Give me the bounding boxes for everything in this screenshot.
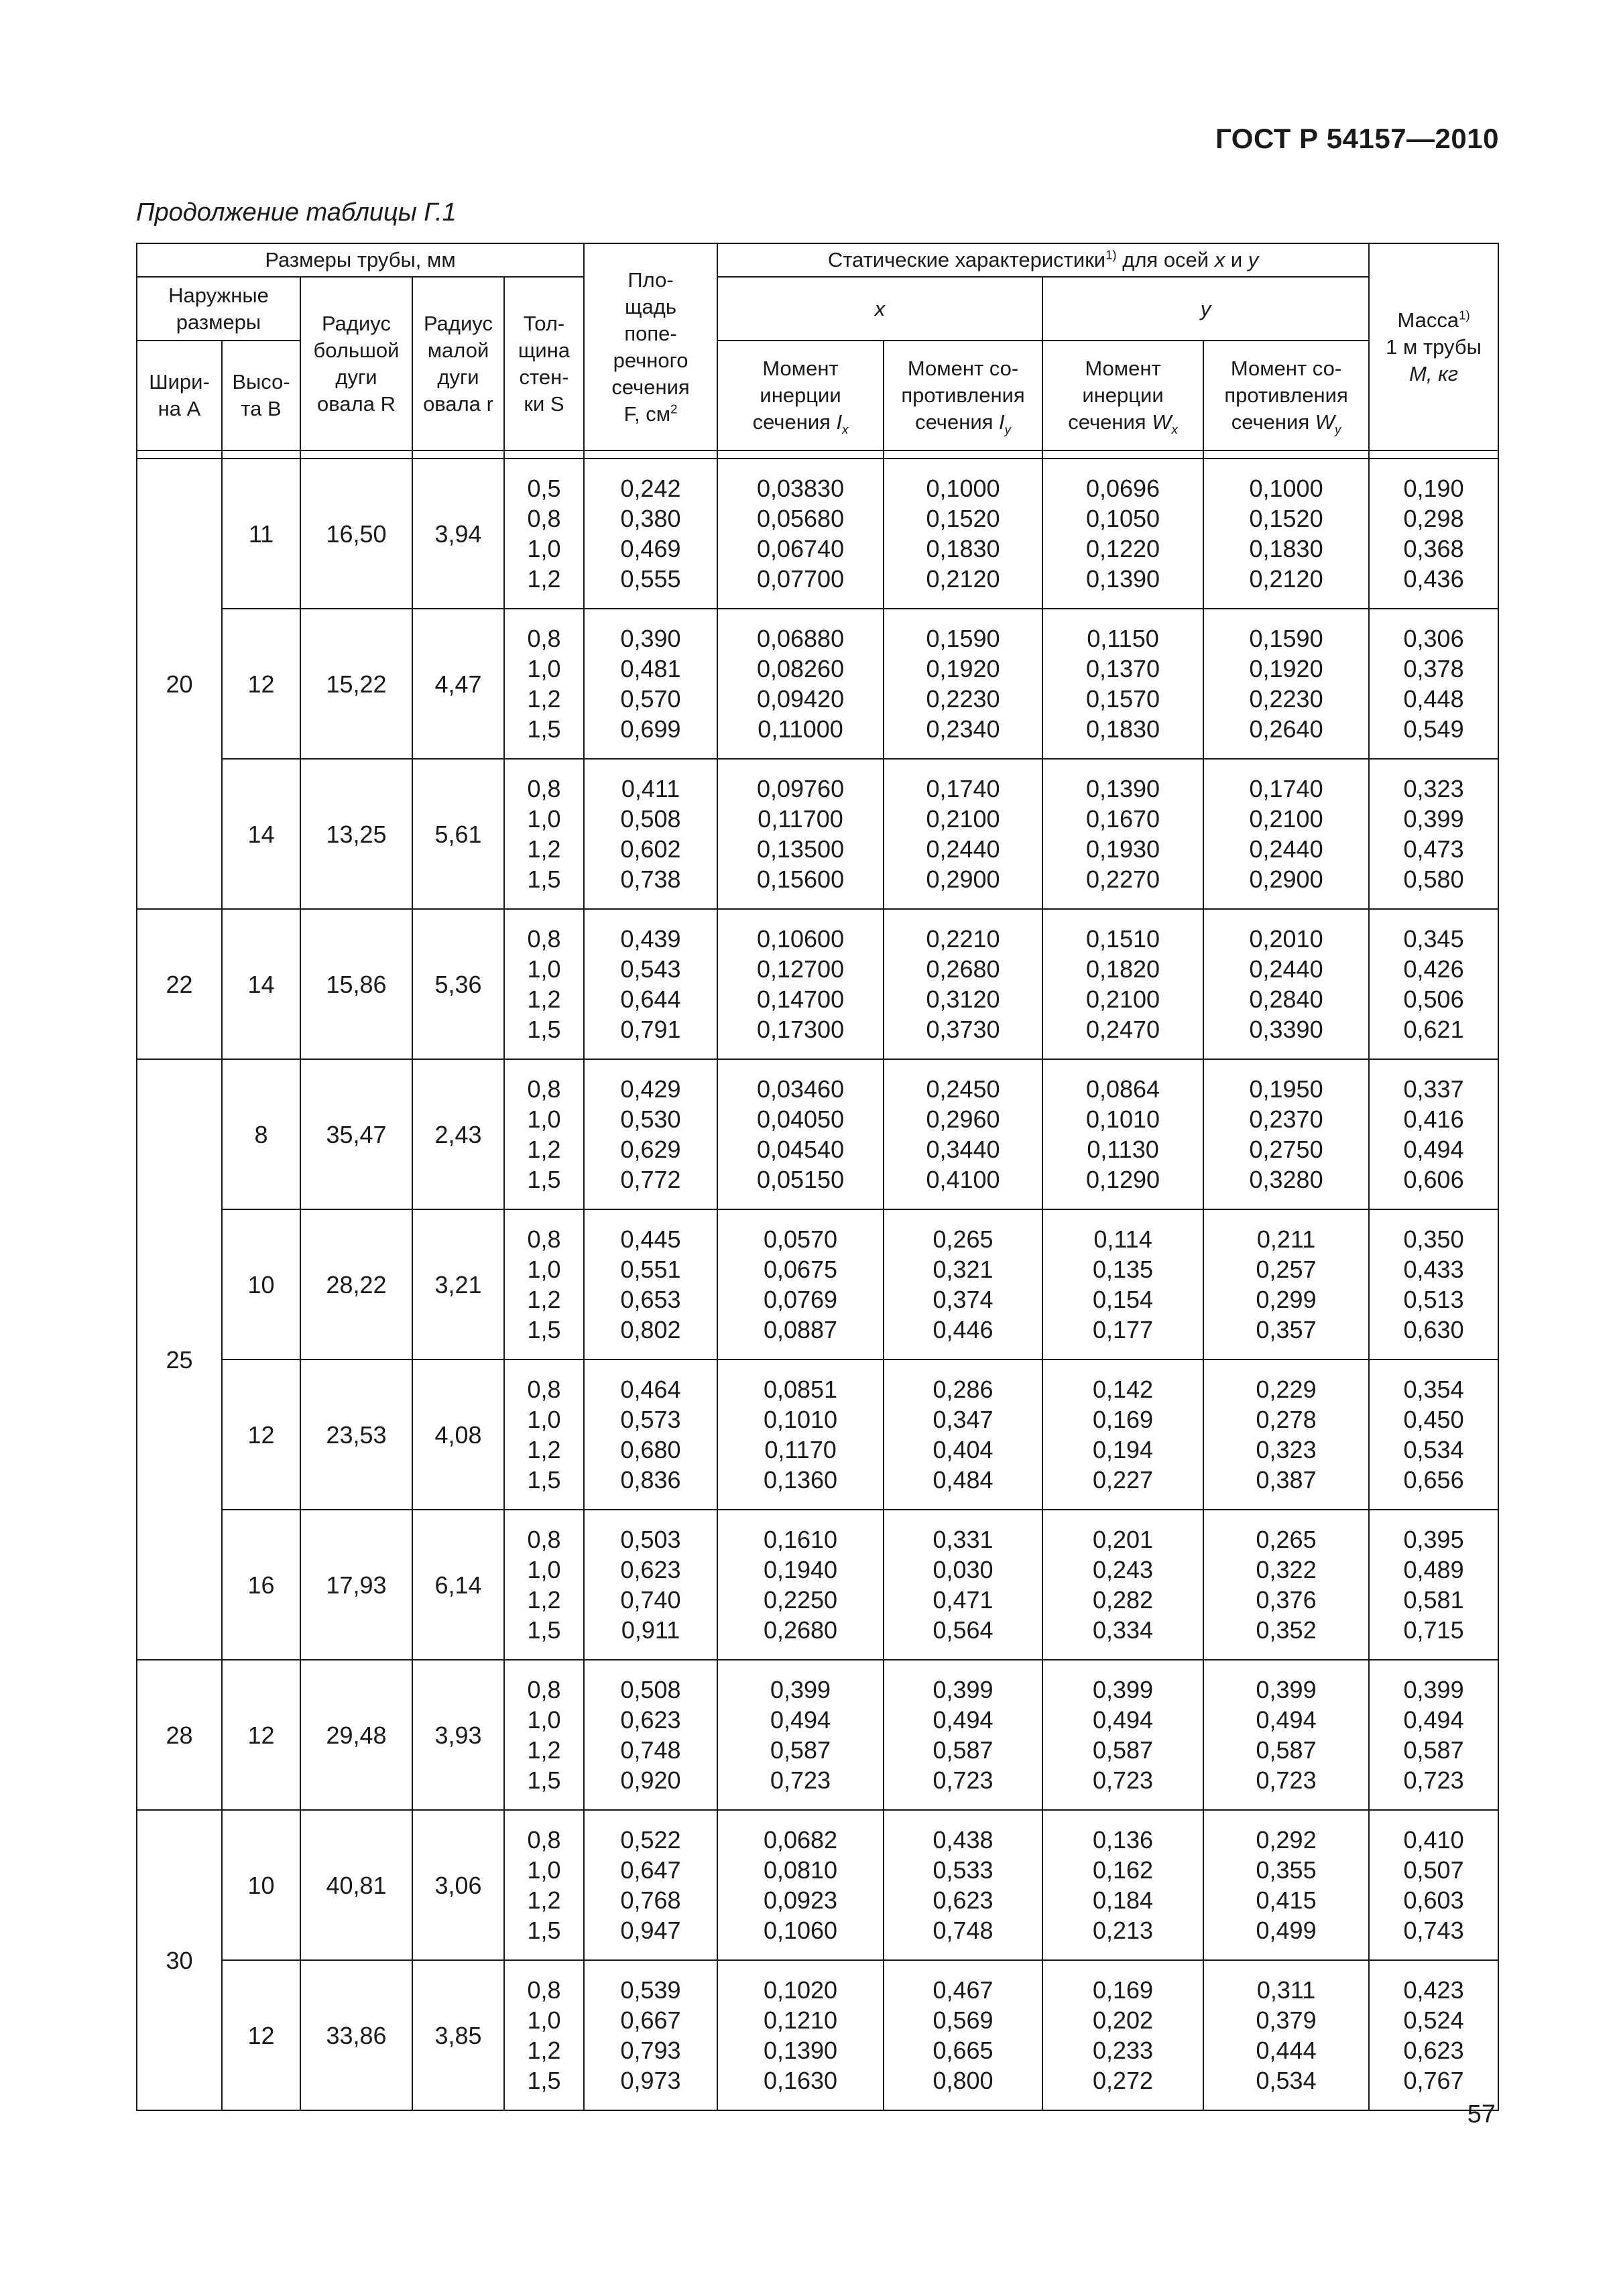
cell-ix: 0,10600 0,12700 0,14700 0,17300 [717,909,884,1059]
cell-height: 12 [222,609,300,759]
cell-radius-big: 15,22 [300,609,412,759]
pipe-table [136,243,1499,2111]
cell-height: 14 [222,909,300,1059]
cell-wy: 0,311 0,379 0,444 0,534 [1203,1960,1369,2110]
cell-radius-small: 2,43 [412,1059,504,1209]
cell-wy: 0,1590 0,1920 0,2230 0,2640 [1203,609,1369,759]
cell-radius-small: 5,61 [412,759,504,909]
cell-thickness: 0,8 1,0 1,2 1,5 [504,1059,584,1209]
cell-thickness: 0,8 1,0 1,2 1,5 [504,1660,584,1810]
cell-wx: 0,0696 0,1050 0,1220 0,1390 [1042,459,1203,609]
cell-thickness: 0,8 1,0 1,2 1,5 [504,1960,584,2110]
table-row [137,1660,1498,1810]
cell-area: 0,539 0,667 0,793 0,973 [584,1960,717,2110]
cell-mass: 0,345 0,426 0,506 0,621 [1369,909,1498,1059]
cell-height: 12 [222,1360,300,1510]
cell-wx: 0,136 0,162 0,184 0,213 [1042,1810,1203,1960]
cell-thickness: 0,8 1,0 1,2 1,5 [504,1810,584,1960]
cell-radius-small: 5,36 [412,909,504,1059]
header-height: Высо- та B [222,341,300,450]
cell-mass: 0,323 0,399 0,473 0,580 [1369,759,1498,909]
cell-radius-small: 4,47 [412,609,504,759]
cell-area: 0,429 0,530 0,629 0,772 [584,1059,717,1209]
cell-wy: 0,229 0,278 0,323 0,387 [1203,1360,1369,1510]
cell-radius-small: 3,93 [412,1660,504,1810]
cell-wx: 0,169 0,202 0,233 0,272 [1042,1960,1203,2110]
cell-ix: 0,03460 0,04050 0,04540 0,05150 [717,1059,884,1209]
header-wy: Момент со- противления сечения $W_y$ [1203,341,1369,450]
cell-area: 0,522 0,647 0,768 0,947 [584,1810,717,1960]
cell-radius-small: 3,94 [412,459,504,609]
table-row [137,459,1498,609]
cell-iy: 0,438 0,533 0,623 0,748 [884,1810,1042,1960]
page-number: 57 [1467,2100,1496,2128]
header-radius-small: Радиус малой дуги овала r [412,277,504,450]
document-code: ГОСТ Р 54157—2010 [1215,123,1499,154]
cell-height: 12 [222,1960,300,2110]
cell-radius-big: 33,86 [300,1960,412,2110]
cell-area: 0,242 0,380 0,469 0,555 [584,459,717,609]
header-thickness: Тол- щина стен- ки S [504,277,584,450]
cell-iy: 0,2450 0,2960 0,3440 0,4100 [884,1059,1042,1209]
cell-width: 28 [137,1660,222,1810]
cell-mass: 0,354 0,450 0,534 0,656 [1369,1360,1498,1510]
cell-iy: 0,399 0,494 0,587 0,723 [884,1660,1042,1810]
cell-mass: 0,350 0,433 0,513 0,630 [1369,1209,1498,1360]
table-row [137,1360,1498,1510]
cell-radius-big: 40,81 [300,1810,412,1960]
cell-iy: 0,1590 0,1920 0,2230 0,2340 [884,609,1042,759]
header-wx: Момент инерции сечения $W_x$ [1042,341,1203,450]
cell-height: 10 [222,1810,300,1960]
cell-thickness: 0,8 1,0 1,2 1,5 [504,759,584,909]
table-row [137,1059,1498,1209]
cell-ix: 0,1610 0,1940 0,2250 0,2680 [717,1510,884,1660]
table-body [137,459,1498,2110]
cell-radius-big: 13,25 [300,759,412,909]
cell-radius-big: 23,53 [300,1360,412,1510]
cell-wy: 0,265 0,322 0,376 0,352 [1203,1510,1369,1660]
cell-area: 0,445 0,551 0,653 0,802 [584,1209,717,1360]
cell-thickness: 0,8 1,0 1,2 1,5 [504,1510,584,1660]
cell-ix: 0,06880 0,08260 0,09420 0,11000 [717,609,884,759]
cell-ix: 0,03830 0,05680 0,06740 0,07700 [717,459,884,609]
cell-height: 8 [222,1059,300,1209]
header-pipe-dims: Размеры трубы, мм [137,243,584,277]
cell-area: 0,508 0,623 0,748 0,920 [584,1660,717,1810]
cell-wy: 0,292 0,355 0,415 0,499 [1203,1810,1369,1960]
cell-ix: 0,399 0,494 0,587 0,723 [717,1660,884,1810]
header-static: Статические характеристики$^{1)}$ для осей x и y [717,243,1369,277]
cell-width: 25 [137,1059,222,1660]
cell-wx: 0,142 0,169 0,194 0,227 [1042,1360,1203,1510]
cell-radius-small: 3,21 [412,1209,504,1360]
cell-area: 0,503 0,623 0,740 0,911 [584,1510,717,1660]
header-axis-y: y [1042,277,1369,341]
header-outer-dims: Наружные размеры [137,277,300,341]
cell-wy: 0,399 0,494 0,587 0,723 [1203,1660,1369,1810]
cell-iy: 0,1740 0,2100 0,2440 0,2900 [884,759,1042,909]
cell-wy: 0,211 0,257 0,299 0,357 [1203,1209,1369,1360]
cell-ix: 0,09760 0,11700 0,13500 0,15600 [717,759,884,909]
cell-area: 0,390 0,481 0,570 0,699 [584,609,717,759]
cell-wy: 0,1000 0,1520 0,1830 0,2120 [1203,459,1369,609]
table-head [137,243,1498,459]
cell-iy: 0,265 0,321 0,374 0,446 [884,1209,1042,1360]
header-area: Пло- щадь попе- речного сечения F, $см^2$ [584,243,717,450]
header-mass: Масса$^{1)}$ 1 м трубы M, кг [1369,243,1498,450]
cell-radius-small: 3,06 [412,1810,504,1960]
cell-radius-small: 4,08 [412,1360,504,1510]
cell-radius-big: 16,50 [300,459,412,609]
cell-ix: 0,0682 0,0810 0,0923 0,1060 [717,1810,884,1960]
cell-wy: 0,2010 0,2440 0,2840 0,3390 [1203,909,1369,1059]
cell-radius-small: 6,14 [412,1510,504,1660]
cell-area: 0,464 0,573 0,680 0,836 [584,1360,717,1510]
cell-thickness: 0,8 1,0 1,2 1,5 [504,909,584,1059]
table-row [137,1510,1498,1660]
cell-radius-big: 15,86 [300,909,412,1059]
cell-wx: 0,1510 0,1820 0,2100 0,2470 [1042,909,1203,1059]
table-row [137,759,1498,909]
cell-radius-big: 29,48 [300,1660,412,1810]
cell-mass: 0,410 0,507 0,603 0,743 [1369,1810,1498,1960]
cell-iy: 0,331 0,030 0,471 0,564 [884,1510,1042,1660]
cell-height: 11 [222,459,300,609]
cell-radius-big: 17,93 [300,1510,412,1660]
cell-iy: 0,286 0,347 0,404 0,484 [884,1360,1042,1510]
cell-thickness: 0,5 0,8 1,0 1,2 [504,459,584,609]
cell-wx: 0,0864 0,1010 0,1130 0,1290 [1042,1059,1203,1209]
cell-wx: 0,201 0,243 0,282 0,334 [1042,1510,1203,1660]
cell-wx: 0,1390 0,1670 0,1930 0,2270 [1042,759,1203,909]
header-axis-x: x [717,277,1042,341]
table-row [137,609,1498,759]
cell-iy: 0,467 0,569 0,665 0,800 [884,1960,1042,2110]
cell-thickness: 0,8 1,0 1,2 1,5 [504,1360,584,1510]
table-caption: Продолжение таблицы Г.1 [136,198,457,227]
header-width: Шири- на A [137,341,222,450]
cell-wx: 0,399 0,494 0,587 0,723 [1042,1660,1203,1810]
cell-thickness: 0,8 1,0 1,2 1,5 [504,609,584,759]
cell-mass: 0,337 0,416 0,494 0,606 [1369,1059,1498,1209]
cell-wx: 0,1150 0,1370 0,1570 0,1830 [1042,609,1203,759]
cell-ix: 0,0570 0,0675 0,0769 0,0887 [717,1209,884,1360]
cell-area: 0,439 0,543 0,644 0,791 [584,909,717,1059]
cell-mass: 0,306 0,378 0,448 0,549 [1369,609,1498,759]
cell-width: 22 [137,909,222,1059]
cell-radius-small: 3,85 [412,1960,504,2110]
cell-height: 14 [222,759,300,909]
cell-wy: 0,1740 0,2100 0,2440 0,2900 [1203,759,1369,909]
cell-iy: 0,2210 0,2680 0,3120 0,3730 [884,909,1042,1059]
table-row [137,1209,1498,1360]
header-iy: Момент со- противления сечения $I_y$ [884,341,1042,450]
cell-iy: 0,1000 0,1520 0,1830 0,2120 [884,459,1042,609]
header-ix: Момент инерции сечения $I_x$ [717,341,884,450]
table-row [137,1960,1498,2110]
cell-mass: 0,399 0,494 0,587 0,723 [1369,1660,1498,1810]
cell-mass: 0,423 0,524 0,623 0,767 [1369,1960,1498,2110]
cell-thickness: 0,8 1,0 1,2 1,5 [504,1209,584,1360]
cell-mass: 0,190 0,298 0,368 0,436 [1369,459,1498,609]
cell-wx: 0,114 0,135 0,154 0,177 [1042,1209,1203,1360]
cell-height: 10 [222,1209,300,1360]
cell-height: 12 [222,1660,300,1810]
table-row [137,909,1498,1059]
cell-wy: 0,1950 0,2370 0,2750 0,3280 [1203,1059,1369,1209]
cell-ix: 0,0851 0,1010 0,1170 0,1360 [717,1360,884,1510]
header-radius-big: Радиус большой дуги овала R [300,277,412,450]
cell-mass: 0,395 0,489 0,581 0,715 [1369,1510,1498,1660]
table-row [137,1810,1498,1960]
cell-width: 30 [137,1810,222,2110]
cell-height: 16 [222,1510,300,1660]
cell-radius-big: 35,47 [300,1059,412,1209]
cell-ix: 0,1020 0,1210 0,1390 0,1630 [717,1960,884,2110]
cell-radius-big: 28,22 [300,1209,412,1360]
cell-area: 0,411 0,508 0,602 0,738 [584,759,717,909]
cell-width: 20 [137,459,222,909]
